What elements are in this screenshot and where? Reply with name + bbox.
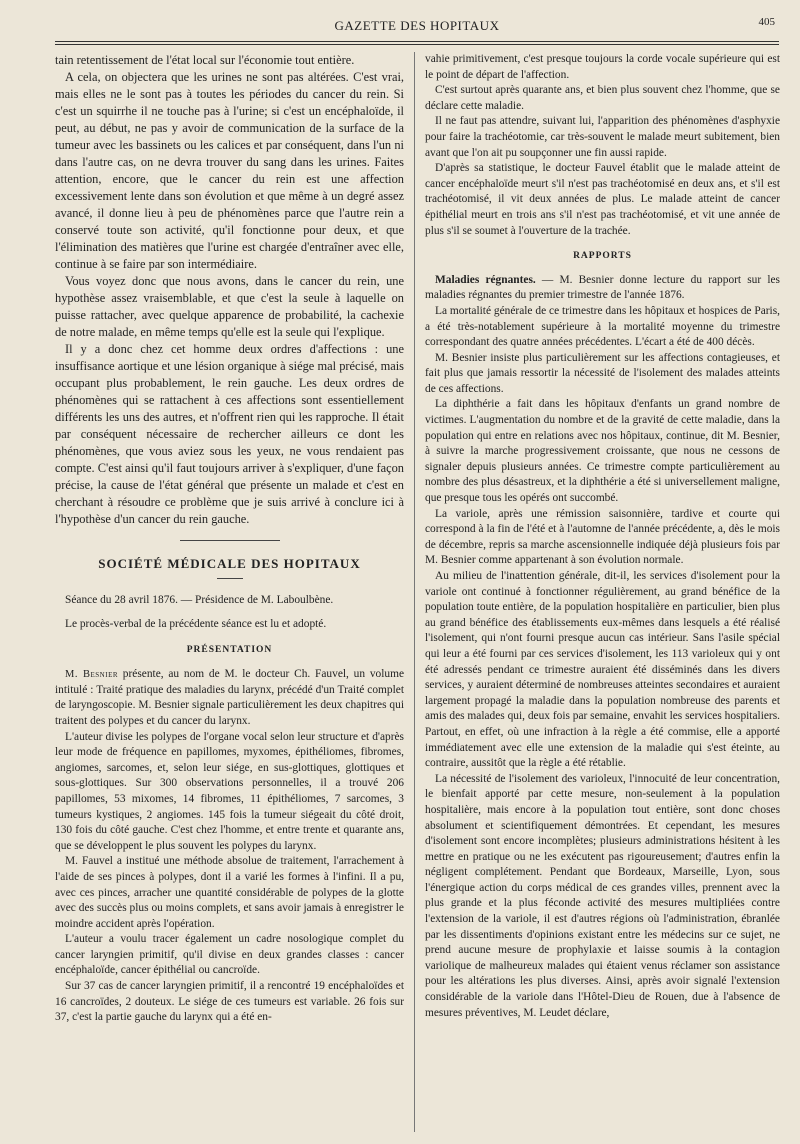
paragraph: Vous voyez donc que nous avons, dans le cancer du rein, une hypothèse assez vraisemblable, et que c'est la seule à laquelle on puisse rattacher, avec quelque apparence de probabilité, la cachexie de notre malade, en même temps qu'elle est la seule qui l'explique. (55, 274, 404, 339)
paragraph: vahie primitivement, c'est presque toujours la corde vocale supérieure qui est le point de départ de l'affection. (425, 53, 780, 81)
maladies-paragraph (425, 273, 780, 304)
paragraph: A cela, on objectera que les urines ne sont pas altérées. C'est vrai, mais elles ne le sont pas à toutes les périodes du cancer du rein. Si c'est un squirrhe il ne touche pas à l'urine; si c'est un encéphaloïde, il peut, au début, ne pas y avoir de communication de la surface de la tumeur avec les bassinets ou les calices et par conséquent, dans l'un ni dans l'autre cas, on ne devra trouver du sang dans les urines. Faites attention, encore, que le cancer du rein est une affection excessivement lente dans son évolution et que même à un degré assez avancé, il donne lieu à peu de phénomènes parce que l'autre rein a conservé toute son activité, qu'il fonctionne pour deux, et que l'élimination des matières que l'urine est chargée d'entraîner avec elle, continue à se faire par son intermédiaire. (55, 70, 404, 271)
paragraph: C'est surtout après quarante ans, et bien plus souvent chez l'homme, que se déclare cette maladie. (425, 84, 780, 112)
page-number: 405 (758, 16, 775, 28)
paragraph: La diphthérie a fait dans les hôpitaux d'enfants un grand nombre de victimes. L'augmentation du nombre et de la gravité de cette maladie, dans la population qui entre en relations avec nos hôpitaux, continue, dit M. Besnier, à suivre la marche progressivement croissante, que nous ne cessons de signaler depuis plusieurs années. Ce trimestre compte particulièrement au nombre des plus désastreux, et la diphthérie a été si universellement maligne, que presque tous les opérés ont succombé. (425, 398, 780, 505)
maladies-title: Maladies régnantes. (435, 273, 536, 286)
paragraph: M. Fauvel a institué une méthode absolue de traitement, l'arrachement à l'aide de ses pinces à polypes, dont il a varié les formes à l'infini. Il a pu, avec ces pinces, arracher une quantité considérable de polypes de la glotte avec des succès plus ou moins complets, et sans avoir jamais à enregistrer le moindre accident après l'opération. (55, 855, 404, 930)
paragraph: L'auteur a voulu tracer également un cadre nosologique complet du cancer laryngien primitif, qu'il divise en deux grandes classes : cancer encéphaloïde, cancer épithélial ou cancroïde. (55, 933, 404, 977)
paragraph: tain retentissement de l'état local sur l'économie tout entière. (55, 53, 355, 67)
speaker-name: M. Besnier (65, 669, 119, 681)
paragraph: D'après sa statistique, le docteur Fauvel établit que le malade atteint de cancer encéphaloïde meurt s'il n'est pas trachéotomisé en deux ans, et s'il est trachéotomisé, il vit deux années de plus. Le malade atteint de cancer épithélial meurt en trois ans s'il n'est pas trachéotomisé, et vit une année de plus s'il se soumet à l'ouverture de la trachée. (425, 162, 780, 237)
paragraph: Au milieu de l'inattention générale, dit-il, les services d'isolement pour la variole ont continué à fonctionner régulièrement, au grand bénéfice de la population toute entière, de la population hospitalière en particulier, bien plus au grand bénéfice des établissements eux-mêmes dans lesquels a été réalisé l'isolement, qui n'ont fourni presque aucun cas intérieur. Sans l'asile spécial qui leur a été fourni par ces services d'isolement, les 113 varioleux qui y ont été adressés pendant ce trimestre auraient été disséminés dans les divers services, y auraient déterminé de nombreuses atteintes secondaires et auraient largement propagé la maladie dans la population nombreuse des parents et amis des malades qui, deux fois par semaine, envahit les services hospitaliers. Partout, en effet, où une infraction à la règle a été commise, elle a apporté immédiatement avec elle une extension de la maladie qui s'est éteinte, au contraire, aussitôt que la règle a été rétablie. (425, 570, 780, 770)
presentation-paragraph (55, 667, 404, 729)
paragraph: M. Besnier insiste plus particulièrement sur les affections contagieuses, et fait plus que jamais ressortir la nécessité de l'isolement des malades atteints de ces affections. (425, 351, 780, 395)
header-rule-top (55, 41, 779, 42)
header-rule-bottom (55, 44, 779, 45)
maladies-intro: — M. Besnier donne lecture du rapport sur les maladies régnantes du premier trimestre de l'année 1876. (425, 273, 780, 302)
paragraph: Il ne faut pas attendre, suivant lui, l'apparition des phénomènes d'asphyxie pour faire la trachéotomie, car très-souvent le malade meurt subitement, bien avant que l'on ait pu soupçonner une fin aussi rapide. (425, 115, 780, 159)
seance-line: Séance du 28 avril 1876. — Présidence de M. Laboulbène. (65, 594, 334, 606)
paragraph: L'auteur divise les polypes de l'organe vocal selon leur structure et d'après leur mode de fréquence en papillomes, myxomes, épithéliomes, fibromes, angiomes, sarcomes, et, selon leur siége, en sus-glottiques, glottiques et sous-glottiques. Sur 300 observations personnelles, il a trouvé 206 papillomes, 53 mixomes, 14 fibromes, 11 épithéliomes, 7 sarcomes, 3 tumeurs kystiques, 2 angiomes. 145 fois la tumeur siégeait du côté droit, 130 fois du côté gauche. C'est chez l'homme, et entre trente et quarante ans, que se développent le plus souvent les polypes du larynx. (55, 730, 404, 852)
journal-title: GAZETTE DES HOPITAUX (334, 18, 500, 33)
presentation-heading: PRÉSENTATION (186, 645, 273, 656)
rapports-heading: RAPPORTS (573, 251, 632, 262)
page-header (55, 14, 779, 42)
presentation-text: présente, au nom de M. le docteur Ch. Fauvel, un volume intitulé : Traité pratique des maladies du larynx, précédé d'un Traité complet de laryngoscopie. M. Besnier signale particulièrement les deux chapitres qui traitent des polypes et du cancer du larynx. (55, 668, 405, 727)
title-dash (217, 578, 243, 579)
section-title: SOCIÉTÉ MÉDICALE DES HOPITAUX (98, 556, 361, 571)
paragraph: La variole, après une rémission saisonnière, tardive et courte qui correspond à la fin de l'été et à l'automne de l'année précédente, a, dès le mois de décembre, repris sa marche ascensionnelle indiquée déjà plusieurs fois par M. Besnier comme appartenant à son évolution normale. (425, 507, 780, 567)
left-column (55, 52, 404, 1026)
proces-verbal-line: Le procès-verbal de la précédente séance est lu et adopté. (65, 617, 327, 630)
paragraph: Sur 37 cas de cancer laryngien primitif, il a rencontré 19 encéphaloïdes et 16 cancroïdes, 2 douteux. Le siége de ces tumeurs est variable. 26 fois sur 37, c'est la partie gauche du larynx qui a été en- (55, 980, 404, 1024)
paragraph: La mortalité générale de ce trimestre dans les hôpitaux et hospices de Paris, a été très-notablement supérieure à la mortalité moyenne du trimestre correspondant des quatre années précédentes. L'écart a été de 400 décès. (425, 304, 780, 349)
paragraph: Il y a donc chez cet homme deux ordres d'affections : une insuffisance aortique et une lésion organique à siége mal précisé, mais occupant plus probablement, le rein gauche. Les deux ordres de phénomènes qui se rattachent à ces affections sont essentiellement différents les uns des autres, et n'offrent rien qui les rapproche. Il était par conséquent nécessaire de rechercher ailleurs ce dont les phénomènes, que vous aviez sous les yeux, ne vous rendaient pas compte. C'est ainsi qu'il faut toujours arriver à s'expliquer, d'une façon précise, la cause de l'état général que présente un malade et c'est en cherchant à résoudre ce problème que je suis arrivé à conclure ici à l'hypothèse d'un cancer du rein gauche. (55, 342, 404, 526)
right-column (425, 52, 780, 1021)
column-separator (414, 52, 415, 1132)
paragraph: La nécessité de l'isolement des varioleux, l'innocuité de leur concentration, le bienfait apporté par cette mesure, non-seulement à la population hospitalière, mais encore à la population tout entière, sont donc choses absolument et scientifiquement démontrées. Et cependant, les mesures d'isolement sont encore incomplètes; plusieurs administrations hésitent à les mettre en pratique ou ne les exécutent pas rigoureusement; d'autres enfin la négligent complétement. Pendant que Bordeaux, Marseille, Lyon, sous l'énergique action du corps médical de ces grandes villes, prennent avec la plus grande et la plus féconde activité des mesures multipliées contre l'extension de la variole, il est d'autres régions où l'administration, ébranlée par les dissentiments d'opinions existant entre les médecins sur ce sujet, ne prend aucune mesure de prophylaxie et laisse soumis à la contagion variolique de malheureux malades qui étaient venus réclamer son assistance pour les altérations les plus diverses. Ainsi, après avoir signalé l'extension considérable de la variole dans l'Hôtel-Dieu de Rouen, due à l'absence de mesures préventives, M. Leudet déclare, (425, 772, 780, 1019)
section-divider (180, 540, 280, 541)
